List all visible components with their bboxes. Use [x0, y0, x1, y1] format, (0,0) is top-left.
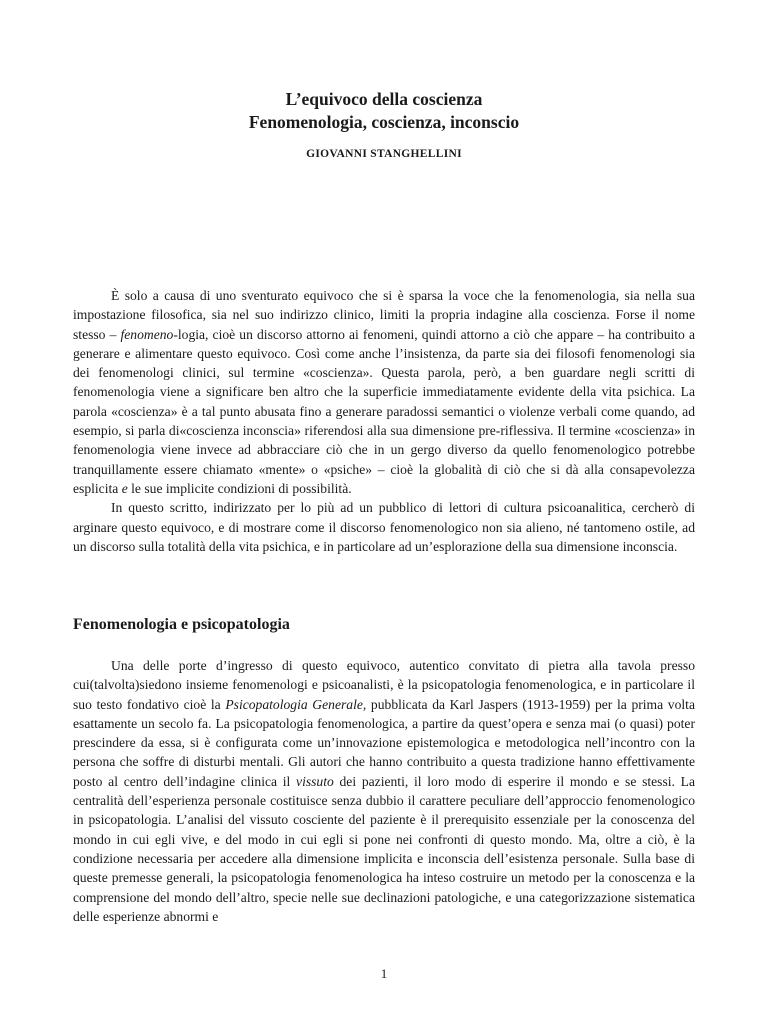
section-heading: Fenomenologia e psicopatologia [73, 616, 290, 633]
paragraph-1 [73, 286, 695, 498]
title-line-2: Fenomenologia, coscienza, inconscio [248, 112, 520, 132]
paragraph-3 [73, 656, 695, 926]
section-body [73, 656, 695, 926]
paragraph-1-emphasis: fenomeno [120, 326, 174, 342]
page-number: 1 [380, 966, 388, 981]
paragraph-1-text-c: le sue implicite condizioni di possibilità. [127, 480, 352, 496]
author-name: GIOVANNI STANGHELLINI [306, 148, 462, 160]
title-block [0, 88, 768, 160]
paragraph-3-text-b: pubblicata da Karl Jaspers (1913-1959) per la prima volta esattamente un secolo fa. La psicopatologia fenomenologica, a partire da quest’opera e senza mai (o quasi) poter prescindere da essa, si è configurata come un’innovazione epistemologica e metodologica nell’incontro con la persona che soffre di disturbi mentali. Gli autori che hanno contribuito a questa tradizione hanno effettivamente posto al centro dell’indagine clinica il [73, 696, 695, 789]
paragraph-2: In questo scritto, indirizzato per lo più ad un pubblico di lettori di cultura psicoanalitica, cercherò di arginare questo equivoco, e di mostrare come il discorso fenomenologico non sia alieno, né tantomeno ostile, ad un discorso sulla totalità della vita psichica, e in particolare ad un’esplorazione della sua dimensione inconscia. [73, 500, 695, 554]
intro-section [73, 286, 695, 556]
paragraph-3-text-a: Una delle porte d’ingresso di questo equivoco, autentico convitato di pietra alla tavola presso cui(talvolta)siedono insieme fenomenologi e psicoanalisti, è la psicopatologia fenomenologica, e in particolare il suo testo fondativo cioè la [73, 658, 695, 712]
paragraph-3-text-c: dei pazienti, il loro modo di esperire il mondo e se stessi. La centralità dell’esperienza personale costituisce senza dubbio il carattere peculiare dell’approccio fenomenologico in psicopatologia. L’analisi del vissuto cosciente del paziente è il prerequisito essenziale per la conoscenza del mondo in cui egli vive, e del modo in cui egli si pone nei confronti di questo mondo. Ma, oltre a ciò, è la condizione necessaria per accedere alla dimensione implicita e inconscia dell’esistenza personale. Sulla base di queste premesse generali, la psicopatologia fenomenologica ha inteso costruire un metodo per la conoscenza e la comprensione del mondo dell’altro, specie nelle sue declinazioni patologiche, e una categorizzazione sistematica delle esperienze abnormi e [73, 773, 695, 924]
paragraph-1-text-b: -logia, cioè un discorso attorno ai fenomeni, quindi attorno a ciò che appare – ha contribuito a generare e alimentare questo equivoco. Così come anche l’insistenza, da parte sia dei filosofi fenomenologi sia dei fenomenologi clinici, sul termine «coscienza». Questa parola, però, a ben guardare negli scritti di fenomenologia viene a significare ben altro che la superficie immediatamente evidente della vita psichica. La parola «coscienza» è a tal punto abusata fino a generare paradossi semantici o violenze verbali come quando, ad esempio, si parla di«coscienza inconscia» riferendosi alla sua dimensione pre-riflessiva. Il termine «coscienza» in fenomenologia viene invece ad abbracciare ciò che in un gergo diverso da quello fenomenologico potrebbe tranquillamente essere chiamato «mente» o «psiche» – cioè la globalità di ciò che si dà alla consapevolezza esplicita [73, 326, 695, 496]
paragraph-1-emphasis-2: e [121, 480, 128, 496]
paragraph-3-emphasis: Psicopatologia Generale, [225, 696, 367, 712]
paragraph-3-emphasis-2: vissuto [296, 773, 334, 789]
title-line-1: L’equivoco della coscienza [285, 89, 483, 109]
paragraph-1-text-a: È solo a causa di uno sventurato equivoco che si è sparsa la voce che la fenomenologia, sia nella sua impostazione filosofica, sia nel suo indirizzo clinico, limiti la propria indagine alla coscienza. Forse il nome stesso – [73, 288, 695, 342]
